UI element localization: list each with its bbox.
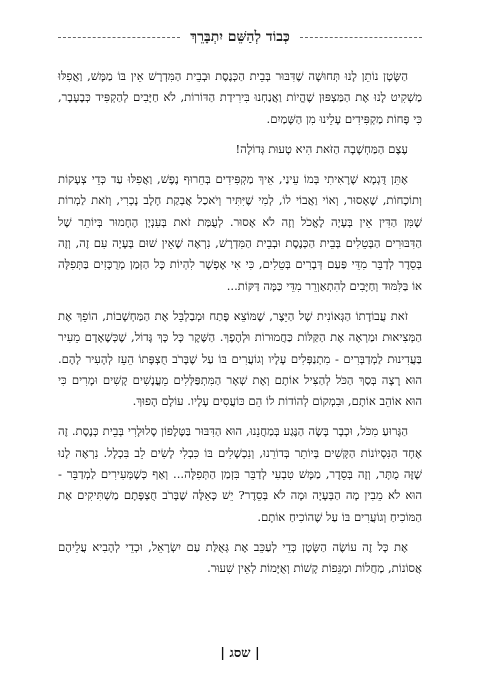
paragraph-2: עֶצֶם הַמַּחְשָׁבָה הַזֹּאת הִיא טָעוּת גְּדוֹלָה! <box>235 141 408 156</box>
header-title: כְּבוֹד לְהַשֵּׁם יִתְבָּרֵךְ <box>190 28 290 45</box>
paragraph-1: הַשָּׂטָן נוֹתֵן לָנוּ תְּחוּשָׁה שֶׁדִּבּוּר בְּבֵית הַכְּנֶסֶת וּבְבֵית הַמִּדְרָשׁ אֵין בּוֹ מַמָּשׁ, וַאֲפִלּוּ מַשְׁקִיט לָנוּ אֶת הַמַּצְפּוּן שֶׁהֱיוֹת וַאֲנַחְנוּ בִּירִידַת הַדּוֹרוֹת, לֹא חַיָּבִים לְהַקְפִּיד כְּבֶעָבָר, כִּי פָּחוֹת מַקְפִּידִים עָלֵינוּ מִן הַשָּׁמַיִם. <box>58 69 422 126</box>
header-rule-left <box>58 37 180 38</box>
paragraph-3: אֶתֵּן דֻּגְמָא שֶׁרָאִיתִי בְּמוֹ עֵינַי, אֵיךְ מַקְפִּידִים בְּחֵרוּף נֶפֶשׁ, וַאֲפִלּוּ עַד כְּדֵי צְעָקוֹת וְתוֹכָחוֹת, שֶׁאָסוּר, וְאוֹי וַאֲבוֹי לוֹ, לְמִי שֶׁיִּתִּיר וְיֹאכַל אֲבְקַת חָלָב נָכְרִי, וְזֹאת לַמְרוֹת שֶׁמִּן הַדִּין אֵין בְּעָיָה לֶאֱכֹל וְזֶה לֹא אָסוּר. לְעֻמַּת זֹאת בְּעִנְיָן הֶחָמוּר בְּיוֹתֵר שֶׁל הַדִּבּוּרִים הַבְּטֵלִים בְּבֵית הַכְּנֶסֶת וּבְבֵית הַמִּדְרָשׁ, נִרְאֶה שֶׁאֵין שׁוּם בְּעָיָה עִם זֶה, וְזֶה בְּסֵדֶר לְדַבֵּר מִדֵּי פַּעַם דְּבָרִים בְּטֵלִים, כִּי אִי אֶפְשָׁר לִהְיוֹת כָּל הַזְּמַן מְרֻכָּזִים בַּתְּפִלָּה אוֹ בַּלִּמּוּד וְחַיָּבִים לְהִתְאַוְרֵר מִדֵּי כַּמָּה דַּקּוֹת... <box>58 172 422 293</box>
body-text <box>58 66 422 589</box>
paragraph-4: זֹאת עֲבוֹדָתוֹ הַגְּאוֹנִית שֶׁל הַיֵּצֶר, שֶׁמּוֹצֵא פֶּתַח וּמְבַלְבֵּל אֶת הַמַּחְשָׁבוֹת, הוֹפֵךְ אֶת הַמְּצִיאוּת וּמַרְאֶה אֶת הַקַּלּוֹת כַּחֲמוּרוֹת וּלְהֶפֶךְ. הַשֶּׁקֶר כָּל כָּךְ גָּדוֹל, שֶׁכְּשֶׁאָדָם מֵעִיר בַּעֲדִינוּת לַמְדַבְּרִים - מִתְנַפְּלִים עָלָיו וְגוֹעֲרִים בּוֹ עַל שֶׁבָּרֹב חֻצְפָּתוֹ הֵעֵז לְהָעִיר לָהֶם. הוּא רָצָה בְּסַךְ הַכֹּל לְהַצִּיל אוֹתָם וְאֶת שְׁאָר הַמִּתְפַּלְּלִים מֵעֳנָשִׁים קָשִׁים וּמָרִים כִּי הוּא אוֹהֵב אוֹתָם, וּבִמְקוֹם לְהוֹדוֹת לוֹ הֵם כּוֹעֲסִים עָלָיו. עוֹלָם הָפוּךְ. <box>58 308 422 409</box>
page-number: | שסג | <box>220 646 260 661</box>
header-rule-right <box>300 37 422 38</box>
paragraph-5: הַגָּרוּעַ מִכֹּל, וּכְבָר בָּשָׂה הַנֶּגַע בְּמַחֲנֵנוּ, הוּא הַדִּבּוּר בַּטֶּלֶפוֹן סֶלוּלָרִי בְּבֵית כְּנֶסֶת. זֶה אֶחָד הַנִּסְיוֹנוֹת הַקָּשִׁים בְּיוֹתֵר בְּדוֹרֵנוּ, וְנִכְשָׁלִים בּוֹ כִּבְלִי לָשִׂים לֵב בִּכְלָל. נִרְאֶה לָנוּ שֶׁזֶּה מֻתָּר, וְזֶה בְּסֵדֶר, מַמָּשׁ טִבְעִי לְדַבֵּר בִּזְמַן הַתְּפִלָּה... וְאַף כְּשֶׁמְּעִירִים לַמְדַבֵּר - הוּא לֹא מֵבִין מָה הַבְּעָיָה וּמָה לֹא בְּסֵדֶר? יֵשׁ כָּאֵלֶּה שֶׁבָּרֹב חֻצְפָּתָם מַשְׁתִּיקִים אֶת הַמּוֹכִיחַ וְגוֹעֲרִים בּוֹ עַל שֶׁהוֹכִיחַ אוֹתָם. <box>58 424 422 524</box>
paragraph-6: אֶת כָּל זֶה עוֹשֶׂה הַשָּׂטָן כְּדֵי לְעַכֵּב אֶת גְּאֻלַּת עַם יִשְׂרָאֵל, וּכְדֵי לְהָבִיא עֲלֵיהֶם אֲסוֹנוֹת, מַחֲלוֹת וּמַגֵּפוֹת קָשׁוֹת וְאֻיָּמוֹת לְאֵין שִׁעוּר. <box>58 539 422 576</box>
running-header <box>58 26 422 48</box>
